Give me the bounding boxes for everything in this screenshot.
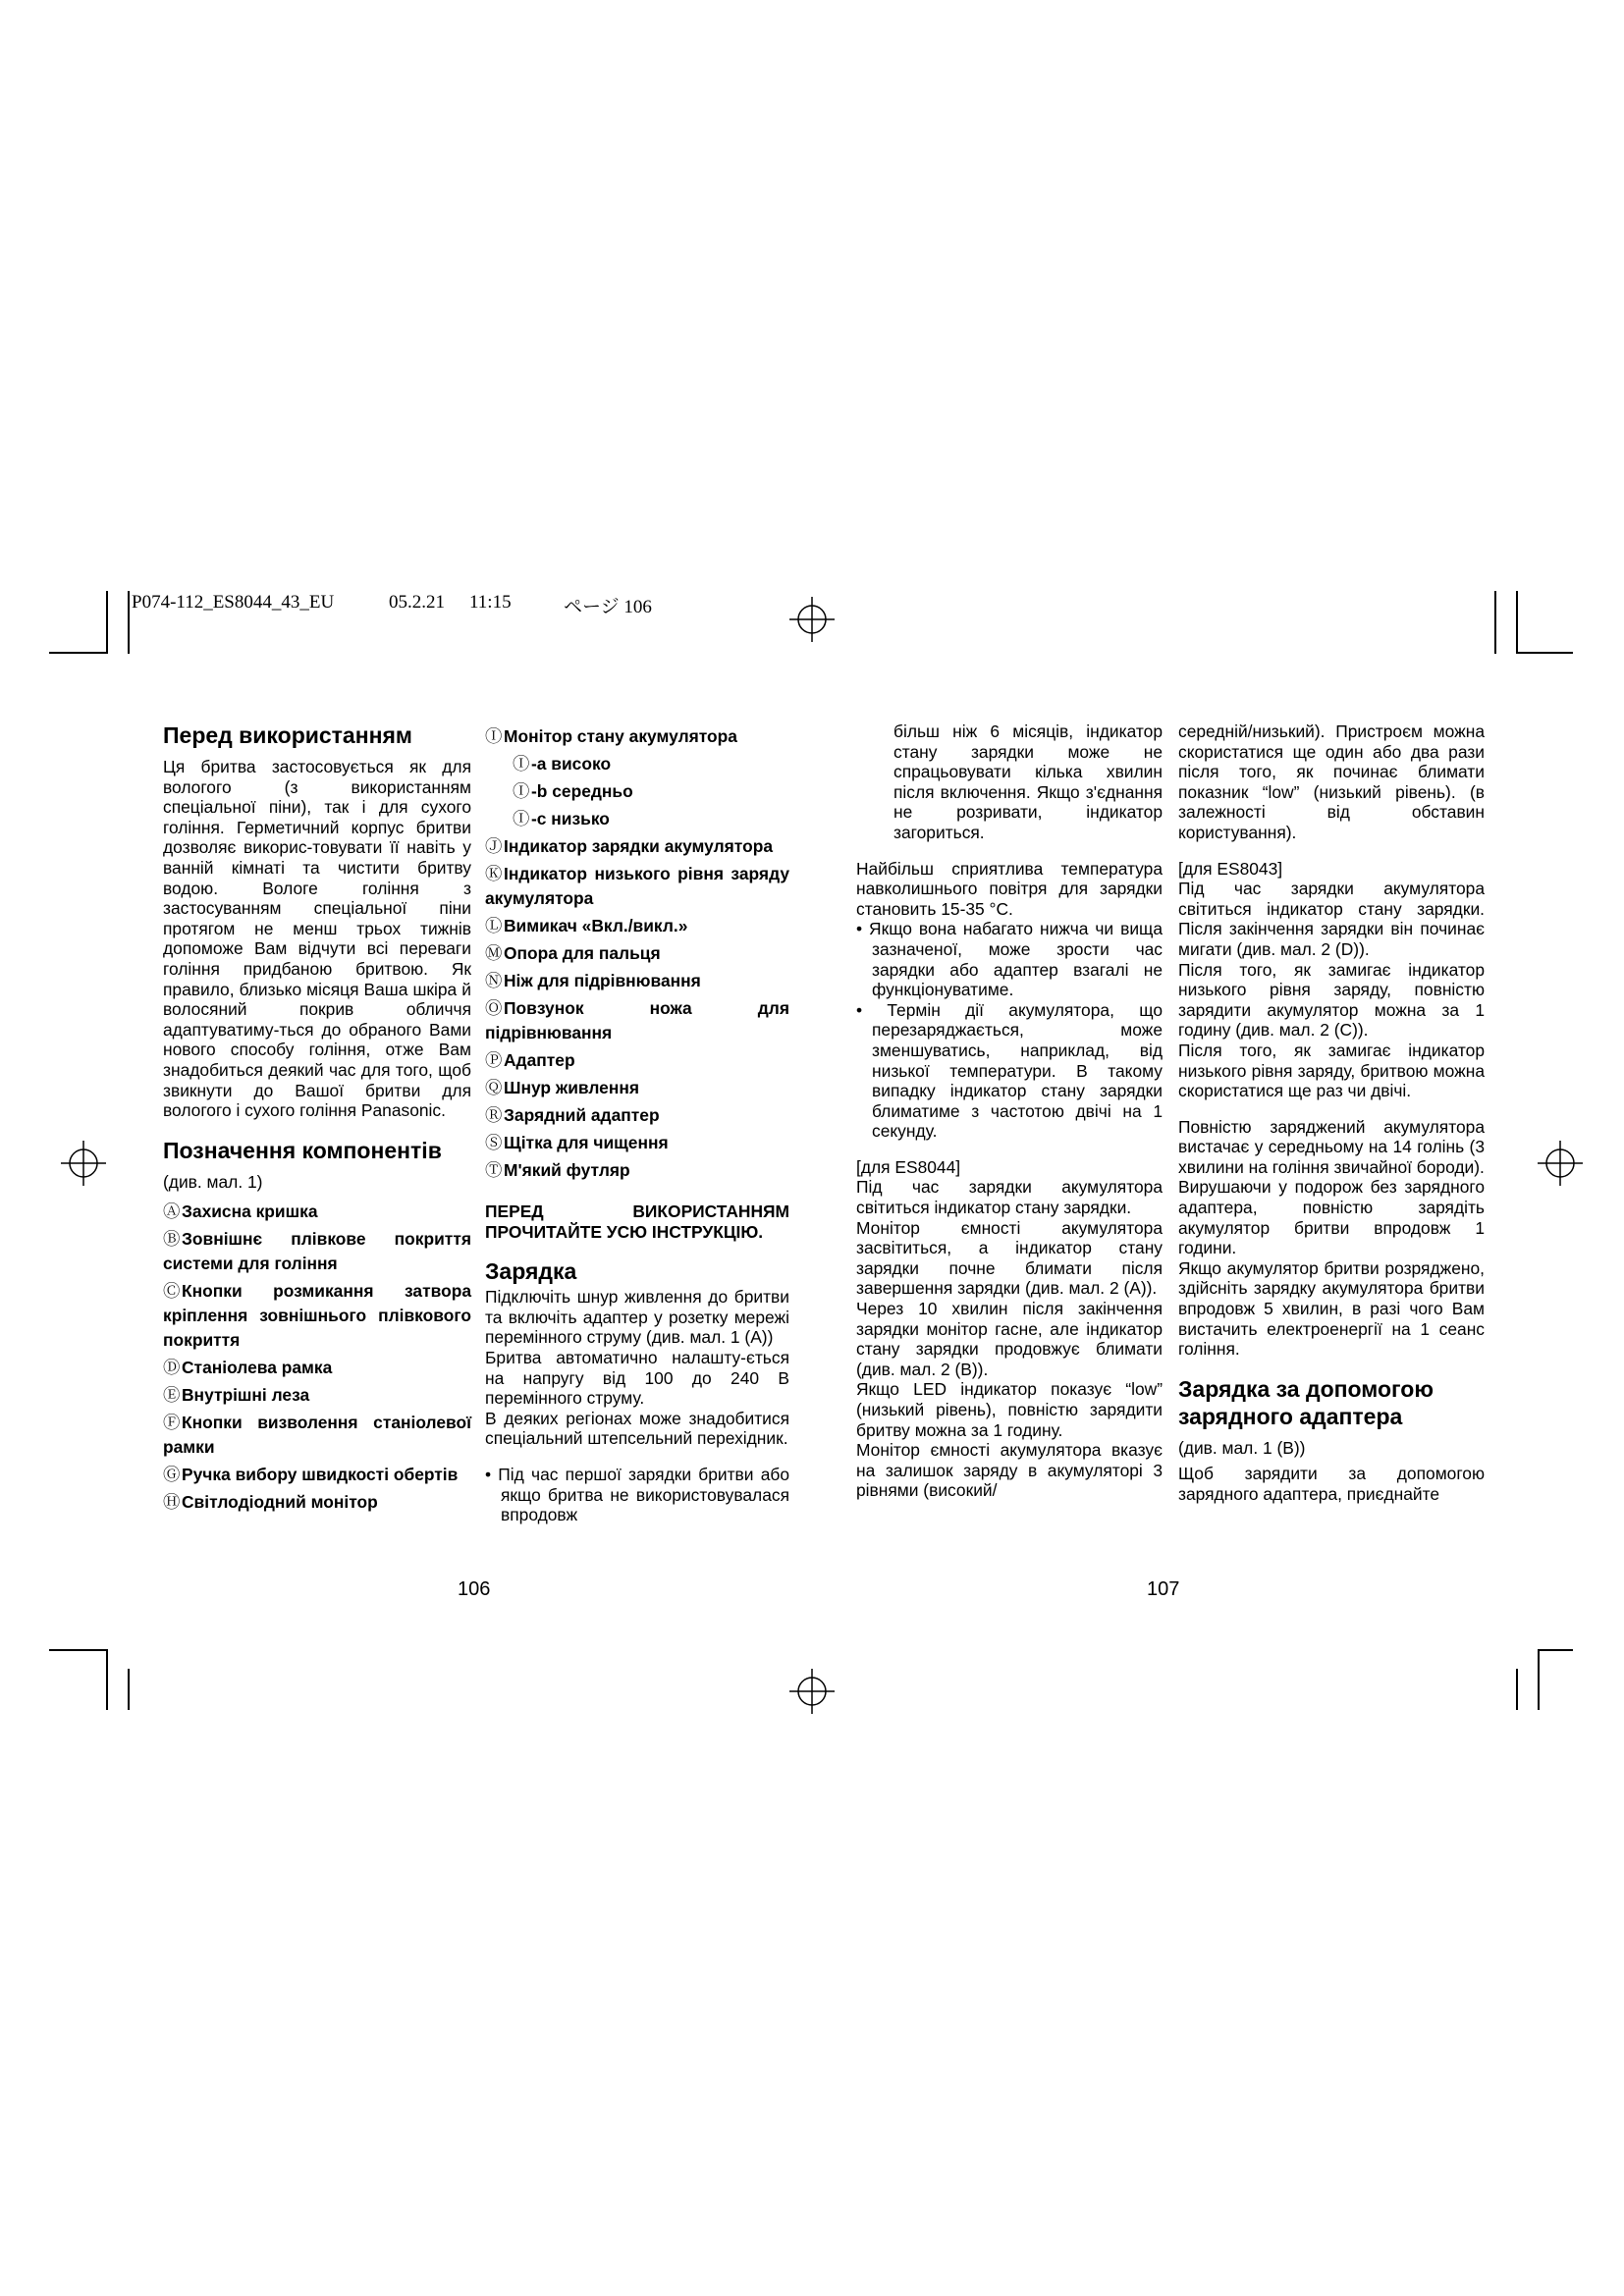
adapter-paragraph-1: Щоб зарядити за допомогою зарядного адаптера, приєднайте [1178, 1464, 1485, 1504]
component-item [485, 1158, 789, 1183]
column-2 [485, 721, 789, 1525]
component-item [485, 996, 789, 1045]
component-item [163, 1356, 471, 1380]
component-item [163, 1383, 471, 1408]
component-item [485, 752, 789, 776]
column-4 [1178, 721, 1485, 1505]
component-item [485, 1048, 789, 1073]
component-label: Світлодіодний монітор [182, 1492, 378, 1513]
component-letter: Ⓢ [485, 1133, 503, 1152]
es8044-paragraph-4: Якщо LED індикатор показує “low” (низький рівень), повністю зарядити бритву можна за 1 годину. [856, 1379, 1163, 1440]
registration-mark [789, 597, 835, 642]
es8043-label: [для ES8043] [1178, 858, 1283, 879]
crop-mark [1538, 1649, 1573, 1651]
component-label: Внутрішні леза [182, 1385, 310, 1406]
component-letter: Ⓜ [485, 943, 503, 963]
print-page-label: ページ 106 [564, 597, 652, 617]
component-letter: Ⓙ [485, 836, 503, 856]
print-date: 05.2.21 [389, 592, 445, 613]
component-item [485, 914, 789, 938]
charging-paragraph-3: В деяких регіонах може знадобитися спеціальний штепсельний перехідник. [485, 1408, 789, 1449]
component-label: Адаптер [504, 1050, 575, 1070]
component-item [163, 1227, 471, 1276]
component-letter: Ⓛ [485, 916, 503, 935]
component-item [485, 862, 789, 911]
charging-paragraph-1: Підключіть шнур живлення до бритви та включіть адаптер у розетку мережі перемінного струму (див. мал. 1 (A)) [485, 1287, 789, 1348]
component-letter: Ⓒ [163, 1281, 181, 1302]
component-letter: Ⓖ [163, 1465, 181, 1485]
es8044-label: [для ES8044] [856, 1156, 961, 1177]
component-item [163, 1279, 471, 1353]
paragraph-before-use: Ця бритва застосовується як для вологого (з використанням спеціальної піни), так і для сухого гоління. Герметичний корпус бритви дозволяє викорис-товувати її навіть у ванній кімнаті та чистити бритву водою. Вологе гоління з застосуванням спеціальної піни протягом не менш трьох тижнів допоможе Вам відчути всі переваги гоління придбаною бритвою. Як правило, близько місяця Ваша шкіра й волосяний покрив обличчя адаптуватиму-ться до обраного Вами нового способу гоління, отже Вам знадобиться деякий час для того, щоб звикнути до Вашої бритви для вологого і сухого гоління Panasonic. [163, 757, 471, 1121]
heading-charging: Зарядка [485, 1258, 577, 1285]
component-letter: Ⓘ [485, 726, 503, 746]
see-figure: (див. мал. 1) [163, 1171, 263, 1192]
es8043-paragraph-3: Після того, як замигає індикатор низького рівня заряду, бритвою можна скористатися ще раз чи двічі. [1178, 1040, 1485, 1101]
component-letter: Ⓟ [485, 1050, 503, 1070]
component-item [485, 1103, 789, 1128]
component-letter: Ⓓ [163, 1358, 181, 1378]
crop-mark [128, 591, 130, 654]
read-all-notice: ПЕРЕД ВИКОРИСТАННЯМ ПРОЧИТАЙТЕ УСЮ ІНСТРУКЦІЮ. [485, 1201, 789, 1242]
see-figure: (див. мал. 1 (B)) [1178, 1437, 1306, 1458]
component-item [163, 1200, 471, 1224]
component-label: Опора для пальця [504, 943, 661, 963]
component-label: Зарядний адаптер [504, 1105, 660, 1125]
component-label: Зовнішнє плівкове покриття системи для гоління [163, 1229, 471, 1274]
component-item [485, 807, 789, 831]
crop-mark [128, 1669, 130, 1710]
component-label: -c низько [531, 809, 610, 828]
es8044-paragraph-1: Під час зарядки акумулятора світиться індикатор стану зарядки. [856, 1177, 1163, 1218]
component-item [485, 941, 789, 966]
continuation-paragraph: середній/низький). Пристроєм можна скористатися ще один або два рази після того, як починає блимати показник “low” (низький рівень). (в залежності від обставин користування). [1178, 721, 1485, 842]
component-item [485, 969, 789, 993]
temperature-bullet-1: • Якщо вона набагато нижча чи вища зазначеної, може зрости час зарядки або адаптер взагалі не функціонуватиме. [856, 919, 1164, 1000]
registration-mark [61, 1141, 106, 1186]
component-label: Станіолева рамка [182, 1358, 333, 1378]
component-item [163, 1463, 471, 1487]
heading-before-use: Перед використанням [163, 722, 412, 748]
component-letter: Ⓡ [485, 1105, 503, 1125]
registration-mark [1538, 1141, 1583, 1186]
crop-mark [106, 591, 108, 654]
crop-mark [1494, 591, 1496, 654]
component-letter: Ⓐ [163, 1201, 181, 1222]
column-3 [856, 721, 1163, 1501]
es8043-paragraph-2: Після того, як замигає індикатор низького рівня заряду, повністю зарядити акумулятор можна за 1 годину (див. мал. 2 (C)). [1178, 959, 1485, 1041]
component-item [485, 1076, 789, 1100]
component-letter: Ⓕ [163, 1413, 181, 1433]
full-charge-paragraph-3: Якщо акумулятор бритви розряджено, здійсніть зарядку акумулятора бритви впродовж 5 хвилин, в разі чого Вам вистачить електроенергії на 1 сеанс гоління. [1178, 1257, 1485, 1360]
print-time: 11:15 [469, 592, 512, 613]
continuation-paragraph: більш ніж 6 місяців, індикатор стану зарядки може не спрацьовувати кілька хвилин після включення. Якщо з'єднання не розривати, індикатор загориться. [893, 721, 1163, 842]
component-list-1 [163, 1200, 471, 1515]
component-letter: Ⓑ [163, 1229, 181, 1250]
component-list-2 [485, 724, 789, 1183]
component-label: -a високо [531, 754, 612, 774]
component-label: Індикатор низького рівня заряду акумулятора [485, 864, 789, 908]
crop-mark [49, 1649, 106, 1651]
component-label: Захисна кришка [182, 1201, 318, 1222]
component-label: -b середньо [531, 781, 633, 801]
component-item [485, 724, 789, 749]
heading-adapter-charging: Зарядка за допомогою зарядного адаптера [1178, 1375, 1434, 1429]
es8044-paragraph-3: Через 10 хвилин після закінчення зарядки монітор гасне, але індикатор стану зарядки продовжує блимати (див. мал. 2 (B)). [856, 1299, 1163, 1379]
component-letter: Ⓘ [513, 781, 530, 801]
crop-mark [1516, 652, 1573, 654]
component-letter: Ⓞ [485, 998, 503, 1018]
temperature-bullet-2: • Термін дії акумулятора, що перезаряджається, може зменшуватись, наприклад, від низької температури. В такому випадку індикатор стану зарядки блиматиме з частотою двічі на 1 секунду. [856, 999, 1163, 1142]
component-label: Монітор стану акумулятора [504, 726, 737, 746]
component-letter: Ⓘ [513, 754, 530, 774]
full-charge-paragraph-1: Повністю заряджений акумулятора вистачає у середньому на 14 голінь (3 хвилини на гоління звичайної бороди). [1178, 1116, 1485, 1177]
crop-mark [106, 1649, 108, 1710]
crop-mark [49, 652, 106, 654]
component-label: Кнопки визволення станіолевої рамки [163, 1413, 471, 1458]
component-letter: Ⓗ [163, 1492, 181, 1513]
crop-mark [1538, 1649, 1540, 1710]
component-letter: Ⓝ [485, 971, 503, 990]
registration-mark [789, 1669, 835, 1714]
component-label: М'який футляр [504, 1160, 630, 1180]
charging-paragraph-2: Бритва автоматично налашту-ється на напругу від 100 до 240 В перемінного струму. [485, 1347, 789, 1409]
component-label: Щітка для чищення [504, 1133, 669, 1152]
temperature-paragraph: Найбільш сприятлива температура навколишнього повітря для зарядки становить 15-35 °C. [856, 858, 1163, 919]
component-letter: Ⓘ [513, 809, 530, 828]
print-file-name: P074-112_ES8044_43_EU [132, 592, 335, 613]
component-label: Індикатор зарядки акумулятора [504, 836, 773, 856]
component-letter: Ⓠ [485, 1078, 503, 1097]
page-number-left: 106 [458, 1578, 491, 1600]
es8043-paragraph-1: Під час зарядки акумулятора світиться індикатор стану зарядки. Після закінчення зарядки він починає мигати (див. мал. 2 (D)). [1178, 879, 1485, 959]
es8044-paragraph-2: Монітор ємності акумулятора засвітиться, а індикатор стану зарядки почне блимати після завершення зарядки (див. мал. 2 (A)). [856, 1217, 1163, 1299]
component-label: Вимикач «Вкл./викл.» [504, 916, 688, 935]
component-letter: Ⓣ [485, 1160, 503, 1180]
column-1 [163, 721, 471, 1518]
component-item [485, 779, 789, 804]
full-charge-paragraph-2: Вирушаючи у подорож без зарядного адаптера, повністю зарядіть акумулятор бритви впродовж 1 години. [1178, 1177, 1485, 1258]
component-label: Кнопки розмикання затвора кріплення зовнішнього плівкового покриття [163, 1281, 471, 1351]
charging-bullet-1: • Під час першої зарядки бритви або якщо бритва не використовувалася впродовж [485, 1464, 790, 1525]
page-number-right: 107 [1147, 1578, 1180, 1600]
es8044-paragraph-5: Монітор ємності акумулятора вказує на залишок заряду в акумуляторі 3 рівнями (високий/ [856, 1440, 1163, 1501]
component-letter: Ⓚ [485, 864, 503, 883]
heading-components: Позначення компонентів [163, 1137, 442, 1163]
component-item [485, 834, 789, 859]
component-item [163, 1411, 471, 1460]
component-item [163, 1490, 471, 1515]
component-label: Ніж для підрівнювання [504, 971, 701, 990]
component-label: Ручка вибору швидкості обертів [182, 1465, 459, 1485]
component-item [485, 1131, 789, 1155]
crop-mark [1516, 591, 1518, 654]
component-label: Повзунок ножа для підрівнювання [485, 998, 789, 1042]
component-letter: Ⓔ [163, 1385, 181, 1406]
component-label: Шнур живлення [504, 1078, 640, 1097]
crop-mark [1516, 1669, 1518, 1710]
